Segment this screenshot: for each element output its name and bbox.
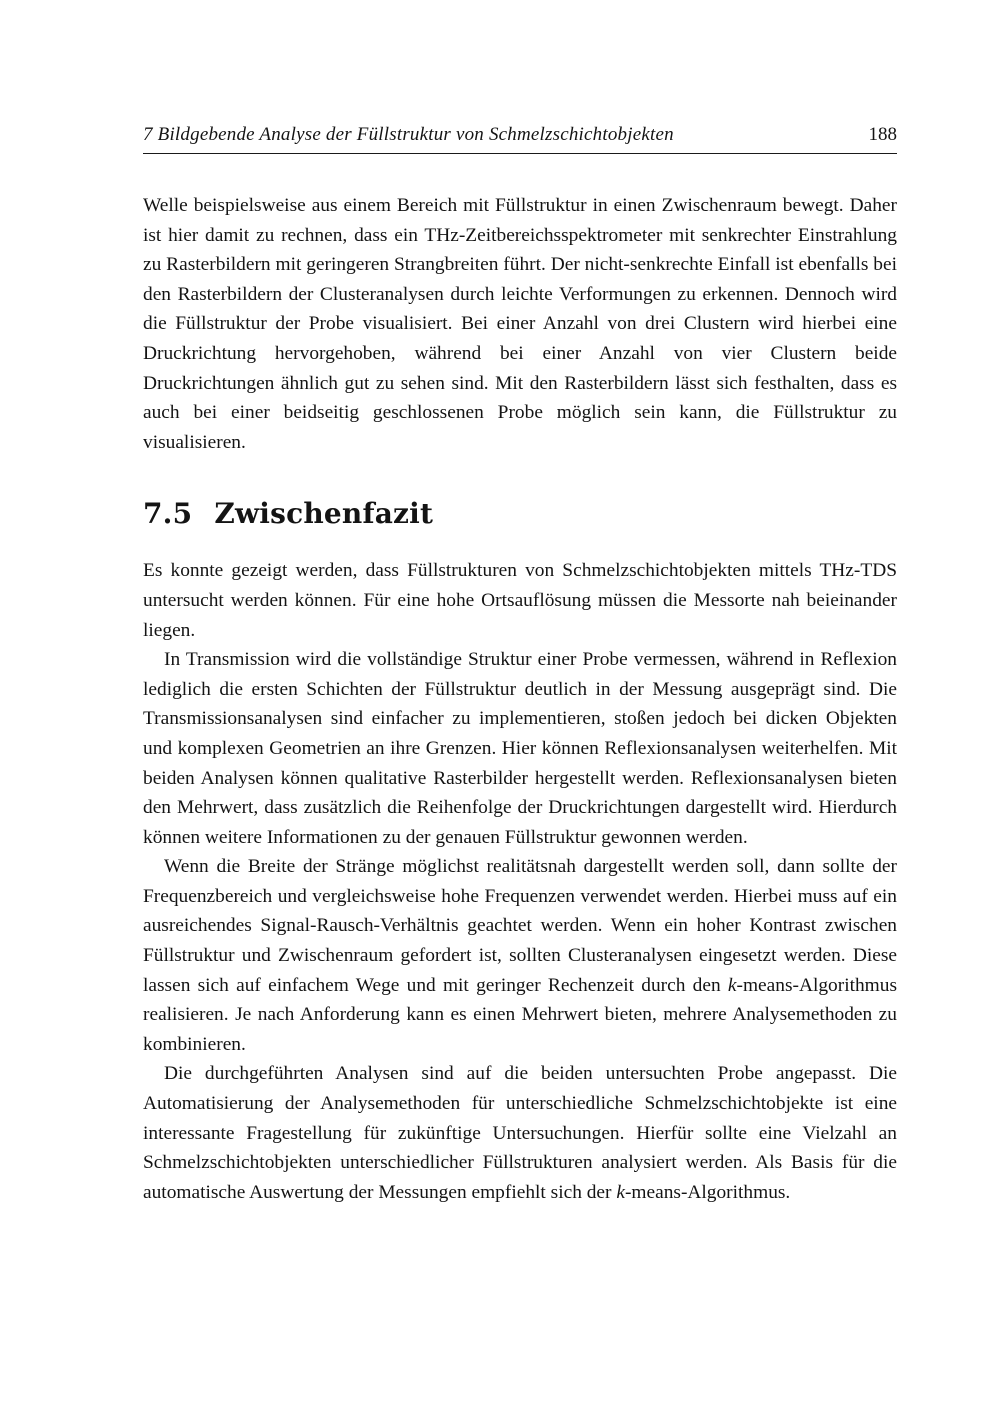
paragraph <box>143 1059 897 1207</box>
paragraph <box>143 852 897 1059</box>
body-text-before-heading <box>143 191 897 457</box>
paragraph-text: In Transmission wird die vollständige Struktur einer Probe vermessen, während in Reflexion lediglich die ersten Schichten der Füllstruktur deutlich in der Messung ausgeprägt sind. Die Transmissionsanalysen sind einfacher zu implementieren, stoßen jedoch bei dicken Objekten und komplexen Geometrien an ihre Grenzen. Hier können Reflexionsanalysen weiterhelfen. Mit beiden Analysen können qualitative Rasterbilder hergestellt werden. Reflexionsanalysen bieten den Mehrwert, dass zusätzlich die Reihenfolge der Druckrichtungen dargestellt wird. Hierdurch können weitere Informationen zu der genauen Füllstruktur gewonnen werden. <box>143 649 897 848</box>
paragraph <box>143 556 897 645</box>
paragraph-text: Es konnte gezeigt werden, dass Füllstrukturen von Schmelzschichtobjekten mittels THz-TDS untersucht werden können. Für eine hohe Ortsauflösung müssen die Messorte nah beieinander liegen. <box>143 560 897 641</box>
paragraph-text: Die durchgeführten Analysen sind auf die beiden untersuchten Probe angepasst. Die Automatisierung der Analysemethoden für unterschiedliche Schmelzschichtobjekte ist eine interessante Fragestellung für zukünftige Untersuchungen. Hierfür sollte eine Vielzahl an Schmelzschichtobjekten unterschiedlicher Füllstrukturen analysiert werden. Als Basis für die automatische Auswertung der Messungen empfiehlt sich der <box>143 1063 897 1203</box>
paragraph-text: -means-Algorithmus realisieren. Je nach Anforderung kann es einen Mehrwert bieten, mehrere Analysemethoden zu kombinieren. <box>143 974 897 1055</box>
italic-term: k <box>616 1181 625 1203</box>
paragraph-text: Wenn die Breite der Stränge möglichst realitätsnah dargestellt werden soll, dann sollte der Frequenzbereich und vergleichsweise hohe Frequenzen verwendet werden. Hierbei muss auf ein ausreichendes Signal-Rausch-Verhältnis geachtet werden. Wenn ein hoher Kontrast zwischen Füllstruktur und Zwischenraum gefordert ist, sollten Clusteranalysen eingesetzt werden. Diese lassen sich auf einfachem Wege und mit geringer Rechenzeit durch den <box>143 856 897 996</box>
section-heading <box>143 497 897 530</box>
paragraph <box>143 191 897 457</box>
text-column <box>143 0 897 1207</box>
section-number: 7.5 <box>143 497 193 531</box>
running-header <box>143 124 897 154</box>
body-text-after-heading <box>143 556 897 1207</box>
section-title: Zwischenfazit <box>214 497 434 531</box>
paragraph-text: -means-Algorithmus. <box>624 1181 791 1203</box>
paragraph <box>143 645 897 852</box>
running-header-title: 7 Bildgebende Analyse der Füllstruktur von Schmelzschichtobjekten <box>143 124 674 145</box>
page-number: 188 <box>868 124 897 145</box>
italic-term: k <box>727 974 737 996</box>
paragraph-text: Welle beispielsweise aus einem Bereich mit Füllstruktur in einen Zwischenraum bewegt. Daher ist hier damit zu rechnen, dass ein THz-Zeitbereichsspektrometer mit senkrechter Einstrahlung zu Rasterbildern mit geringeren Strangbreiten führt. Der nicht-senkrechte Einfall ist ebenfalls bei den Rasterbildern der Clusteranalysen durch leichte Verformungen zu erkennen. Dennoch wird die Füllstruktur der Probe visualisiert. Bei einer Anzahl von drei Clustern wird hierbei eine Druckrichtung hervorgehoben, während bei einer Anzahl von vier Clustern beide Druckrichtungen ähnlich gut zu sehen sind. Mit den Rasterbildern lässt sich festhalten, dass es auch bei einer beidseitig geschlossenen Probe möglich sein kann, die Füllstruktur zu visualisieren. <box>143 195 897 453</box>
